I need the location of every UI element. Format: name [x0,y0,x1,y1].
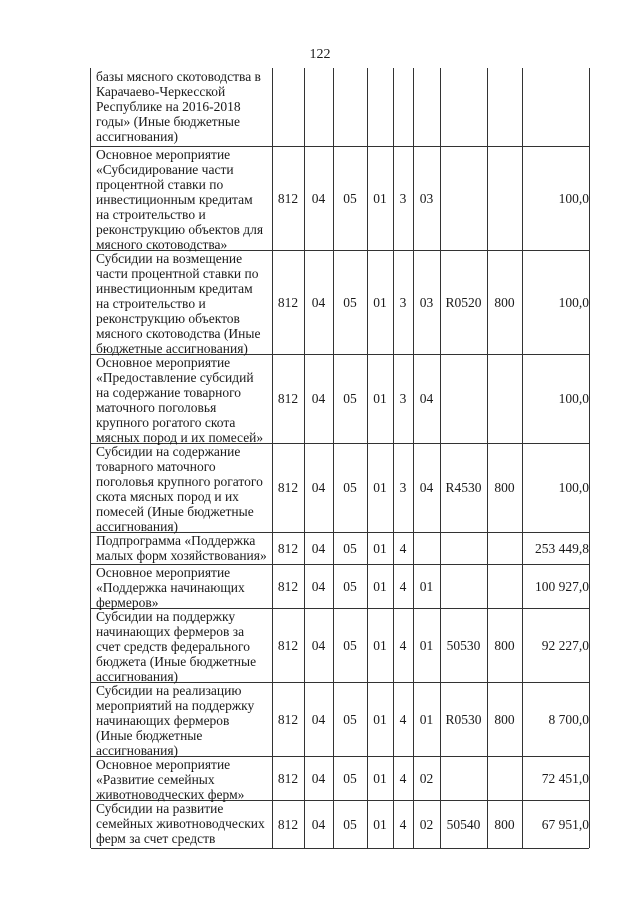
subsection-code-cell [333,68,367,146]
subsection-code-cell: 05 [343,637,357,653]
expense-type-cell [487,756,522,800]
subprogram-code-cell [393,68,413,146]
event-code-cell: 01 [419,578,434,594]
amount-cell: 92 227,0 [541,637,589,653]
section-code-cell: 04 [311,294,326,310]
expense-direction-cell: R0530 [445,711,482,727]
expense-type-cell: 800 [494,816,515,832]
amount-cell: 100,0 [558,391,589,406]
expense-name-cell: Субсидии на содержание товарного маточного поголовья крупного рогатого скота мясных пород и их помесей (Иные бюджетные ассигнования) [96,444,263,534]
ministry-code-cell [272,68,304,146]
subprogram-code-cell: 4 [399,770,407,786]
table-row [91,354,589,444]
event-code-cell: 04 [419,480,434,495]
expense-type-cell: 800 [494,294,515,310]
subprogram-code-cell: 3 [399,391,407,406]
subsection-code-cell: 05 [343,770,357,786]
expense-type-cell: 800 [494,711,515,727]
program-code-cell [367,68,393,146]
table-row [91,608,589,683]
expense-name-cell: Основное мероприятие «Поддержка начинающих фермеров» [96,565,245,610]
event-code-cell: 02 [419,770,434,786]
subsection-code-cell: 05 [343,480,357,495]
subprogram-code-cell: 4 [399,637,407,653]
section-code-cell: 04 [311,540,326,556]
subsection-code-cell: 05 [343,578,357,594]
program-code-cell: 01 [373,711,387,727]
event-code-cell: 03 [419,294,434,310]
amount-cell: 72 451,0 [541,770,589,786]
subprogram-code-cell: 3 [399,294,407,310]
section-code-cell: 04 [311,637,326,653]
event-code-cell: 02 [419,816,434,832]
ministry-code-cell: 812 [277,480,299,495]
expense-direction-cell [440,532,487,564]
program-code-cell: 01 [373,637,387,653]
subprogram-code-cell: 4 [399,711,407,727]
event-code-cell: 04 [419,391,434,406]
table-row [91,682,589,757]
ministry-code-cell: 812 [277,391,299,406]
expense-type-cell: 800 [494,480,515,495]
expense-type-cell [487,532,522,564]
subsection-code-cell: 05 [343,816,357,832]
section-code-cell: 04 [311,711,326,727]
section-code-cell: 04 [311,190,326,206]
table-row [91,800,589,849]
amount-cell [522,68,589,146]
amount-cell: 100,0 [558,480,589,495]
ministry-code-cell: 812 [277,578,299,594]
expense-type-cell [487,146,522,250]
expense-direction-cell: R4530 [445,480,482,495]
ministry-code-cell: 812 [277,711,299,727]
ministry-code-cell: 812 [277,637,299,653]
program-code-cell: 01 [373,578,387,594]
section-code-cell [304,68,333,146]
expense-direction-cell [440,68,487,146]
amount-cell: 100,0 [558,294,589,310]
event-code-cell [413,532,440,564]
table-row [91,250,589,355]
table-row [91,146,589,251]
ministry-code-cell: 812 [277,190,299,206]
event-code-cell [413,68,440,146]
expense-direction-cell [440,354,487,443]
subsection-code-cell: 05 [343,711,357,727]
expense-direction-cell [440,756,487,800]
expense-type-cell [487,354,522,443]
expense-name-cell: Подпрограмма «Поддержка малых форм хозяйствования» [96,533,267,563]
program-code-cell: 01 [373,190,387,206]
amount-cell: 8 700,0 [548,711,589,727]
subprogram-code-cell: 4 [399,816,407,832]
ministry-code-cell: 812 [277,770,299,786]
section-code-cell: 04 [311,391,326,406]
expense-name-cell: базы мясного скотоводства в Карачаево-Черкесской Республике на 2016-2018 годы» (Иные бюджетные ассигнования) [96,69,261,144]
expense-name-cell: Субсидии на реализацию мероприятий на поддержку начинающих фермеров (Иные бюджетные ассигнования) [96,683,255,758]
amount-cell: 100,0 [558,190,589,206]
expense-name-cell: Основное мероприятие «Субсидирование части процентной ставки по инвестиционным кредитам на строительство и реконструкцию объектов для мясного скотоводства» [96,147,264,252]
expense-name-cell: Субсидии на развитие семейных животноводческих ферм за счет средств [96,801,265,846]
table-row [91,443,589,533]
expense-type-cell [487,68,522,146]
subsection-code-cell: 05 [343,540,357,556]
expense-direction-cell: R0520 [445,294,482,310]
expense-name-cell: Основное мероприятие «Развитие семейных животноводческих ферм» [96,757,245,802]
page-number: 122 [309,47,331,62]
subsection-code-cell: 05 [343,391,357,406]
event-code-cell: 01 [419,637,434,653]
section-code-cell: 04 [311,816,326,832]
table-row [91,68,589,147]
program-code-cell: 01 [373,391,387,406]
expense-direction-cell [440,146,487,250]
expense-name-cell: Субсидии на поддержку начинающих фермеров за счет средств федерального бюджета (Иные бюджетные ассигнования) [96,609,257,684]
amount-cell: 253 449,8 [535,540,589,556]
subprogram-code-cell: 4 [399,578,407,594]
section-code-cell: 04 [311,480,326,495]
subprogram-code-cell: 3 [399,190,407,206]
subsection-code-cell: 05 [343,294,357,310]
expense-direction-cell [440,564,487,608]
event-code-cell: 01 [419,711,434,727]
ministry-code-cell: 812 [277,540,299,556]
expense-name-cell: Субсидии на возмещение части процентной ставки по инвестиционным кредитам на строительство и реконструкцию объектов мясного скотоводства (Иные бюджетные ассигнования) [96,251,261,356]
program-code-cell: 01 [373,816,387,832]
subsection-code-cell: 05 [343,190,357,206]
expense-direction-cell: 50530 [446,637,481,653]
table-row [91,756,589,801]
program-code-cell: 01 [373,294,387,310]
amount-cell: 67 951,0 [541,816,589,832]
expense-type-cell [487,564,522,608]
program-code-cell: 01 [373,540,387,556]
table-row [91,532,589,565]
section-code-cell: 04 [311,770,326,786]
ministry-code-cell: 812 [277,294,299,310]
program-code-cell: 01 [373,480,387,495]
subprogram-code-cell: 3 [399,480,407,495]
program-code-cell: 01 [373,770,387,786]
amount-cell: 100 927,0 [535,578,589,594]
section-code-cell: 04 [311,578,326,594]
table-row [91,564,589,609]
event-code-cell: 03 [419,190,434,206]
expense-name-cell: Основное мероприятие «Предоставление субсидий на содержание товарного маточного поголовья крупного рогатого скота мясных пород и их помесей» [96,355,264,445]
table-column-line [589,68,590,848]
ministry-code-cell: 812 [277,816,299,832]
expense-type-cell: 800 [494,637,515,653]
subprogram-code-cell: 4 [399,540,407,556]
expense-direction-cell: 50540 [446,816,481,832]
